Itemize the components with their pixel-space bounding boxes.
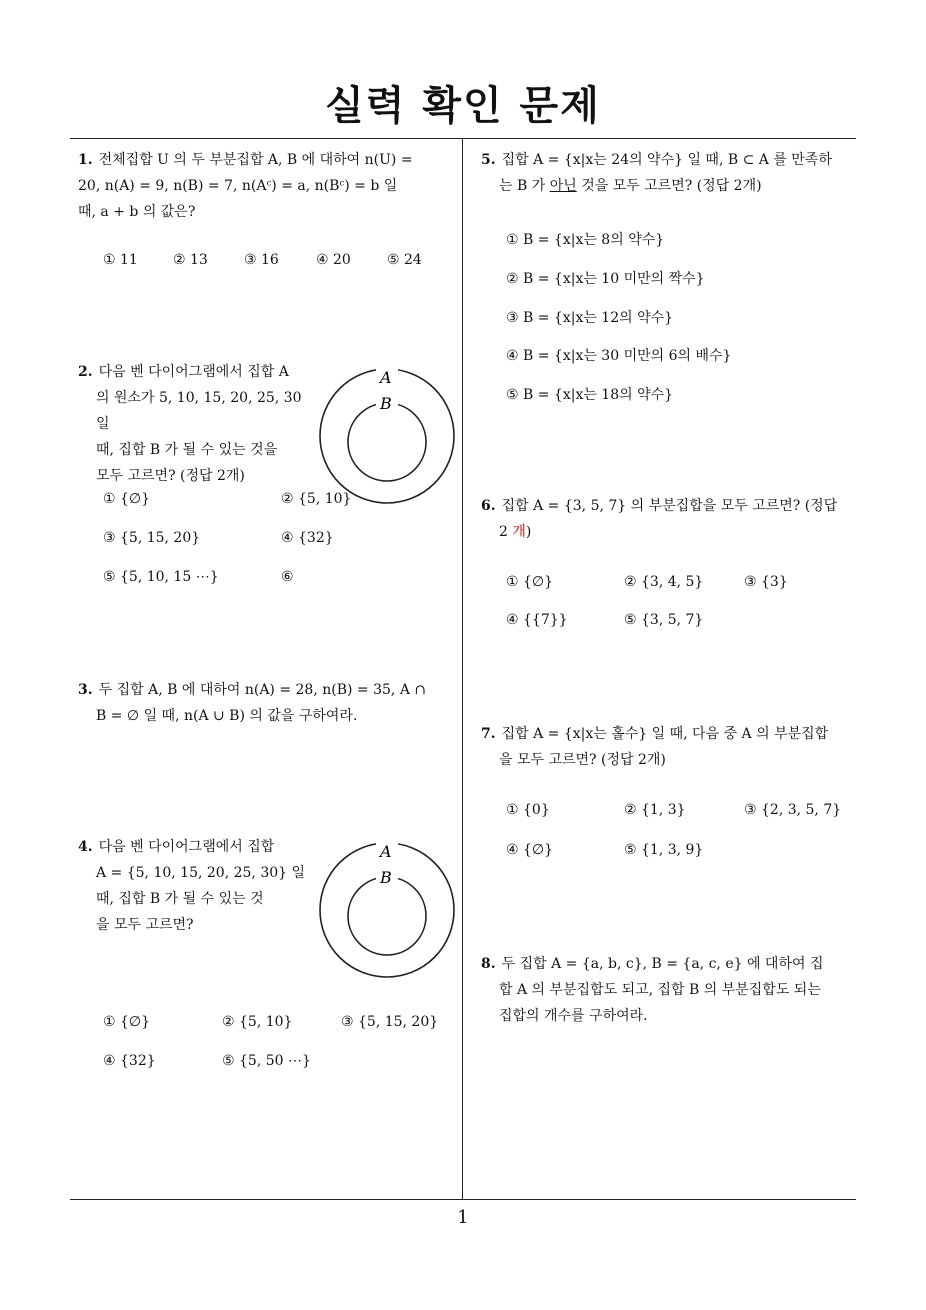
question-text: 두 집합 A = {a, b, c}, B = {a, c, e} 에 대하여 집 bbox=[501, 956, 824, 972]
option-5[interactable]: ⑤ {3, 5, 7} bbox=[624, 612, 704, 628]
question-number: 6. bbox=[481, 498, 496, 514]
option-5[interactable]: ⑤ {5, 10, 15 ⋯} bbox=[103, 569, 219, 585]
question-text: 의 원소가 5, 10, 15, 20, 25, 30 일 bbox=[96, 390, 302, 432]
column-divider bbox=[462, 138, 463, 1200]
option-4[interactable]: ④ {∅} bbox=[506, 842, 554, 858]
option-5[interactable]: ⑤ 24 bbox=[387, 252, 422, 268]
question-number: 7. bbox=[481, 726, 496, 742]
option-2[interactable]: ② 13 bbox=[173, 252, 208, 268]
option-1[interactable]: ① {∅} bbox=[103, 1014, 151, 1030]
question-number: 3. bbox=[78, 682, 93, 698]
question-text: 다음 벤 다이어그램에서 집합 A bbox=[98, 364, 289, 380]
question-4 bbox=[78, 834, 318, 938]
question-number: 2. bbox=[78, 364, 93, 380]
bottom-rule bbox=[70, 1199, 856, 1200]
option-1[interactable]: ① {0} bbox=[506, 802, 550, 818]
set-b-circle bbox=[348, 877, 426, 955]
underlined-word: 아닌 bbox=[549, 178, 577, 194]
question-text: 모두 고르면? (정답 2개) bbox=[96, 468, 245, 484]
question-text: 집합의 개수를 구하여라. bbox=[499, 1008, 648, 1024]
option-3[interactable]: ③ {3} bbox=[744, 574, 788, 590]
question-text: 때, 집합 B 가 될 수 있는 것을 bbox=[96, 442, 278, 458]
question-text: 는 B 가 bbox=[499, 178, 550, 194]
option-2[interactable]: ② {1, 3} bbox=[624, 802, 686, 818]
set-a-circle bbox=[320, 369, 454, 503]
set-b-circle bbox=[348, 403, 426, 481]
question-text: 합 A 의 부분집합도 되고, 집합 B 의 부분집합도 되는 bbox=[499, 982, 821, 998]
option-1[interactable]: ① {∅} bbox=[506, 574, 554, 590]
question-6 bbox=[481, 493, 861, 545]
option-3[interactable]: ③ 16 bbox=[244, 252, 279, 268]
question-text: A = {5, 10, 15, 20, 25, 30} 일 bbox=[96, 865, 306, 881]
option-4[interactable]: ④ {{7}} bbox=[506, 612, 568, 628]
option-2[interactable]: ② {3, 4, 5} bbox=[624, 574, 704, 590]
question-text: 두 집합 A, B 에 대하여 n(A) = 28, n(B) = 35, A ∩ bbox=[98, 682, 427, 698]
question-text: 집합 A = {3, 5, 7} 의 부분집합을 모두 고르면? (정답 bbox=[501, 498, 838, 514]
venn-diagram bbox=[318, 366, 458, 506]
set-b-label: B bbox=[380, 868, 392, 887]
question-number: 4. bbox=[78, 839, 93, 855]
question-text: 때, a + b 의 값은? bbox=[78, 204, 196, 220]
question-number: 5. bbox=[481, 152, 496, 168]
option-5[interactable]: ⑤ {1, 3, 9} bbox=[624, 842, 704, 858]
option-3[interactable]: ③ {5, 15, 20} bbox=[103, 530, 201, 546]
question-text: 20, n(A) = 9, n(B) = 7, n(Aᶜ) = a, n(Bᶜ) = b 일 bbox=[78, 178, 398, 194]
question-text: ) bbox=[525, 524, 532, 540]
option-4[interactable]: ④ {32} bbox=[103, 1053, 156, 1069]
option-3[interactable]: ③ B = {x|x는 12의 약수} bbox=[506, 310, 674, 326]
page-title: 실력 확인 문제 bbox=[325, 83, 601, 129]
page-number: 1 bbox=[457, 1207, 469, 1228]
option-4[interactable]: ④ 20 bbox=[316, 252, 351, 268]
set-b-label: B bbox=[380, 394, 392, 413]
option-5[interactable]: ⑤ B = {x|x는 18의 약수} bbox=[506, 387, 674, 403]
option-2[interactable]: ② {5, 10} bbox=[222, 1014, 293, 1030]
question-5 bbox=[481, 147, 861, 199]
question-text: 을 모두 고르면? (정답 2개) bbox=[499, 752, 666, 768]
question-1 bbox=[78, 147, 458, 225]
red-text: 개 bbox=[512, 524, 526, 540]
set-a-label: A bbox=[380, 368, 392, 387]
option-3[interactable]: ③ {2, 3, 5, 7} bbox=[744, 802, 842, 818]
option-2[interactable]: ② B = {x|x는 10 미만의 짝수} bbox=[506, 271, 705, 287]
set-a-label: A bbox=[380, 842, 392, 861]
option-1[interactable]: ① {∅} bbox=[103, 491, 151, 507]
question-3 bbox=[78, 677, 458, 729]
question-number: 8. bbox=[481, 956, 496, 972]
option-2[interactable]: ② {5, 10} bbox=[281, 491, 352, 507]
question-text: 을 모두 고르면? bbox=[96, 917, 194, 933]
question-text: 때, 집합 B 가 될 수 있는 것 bbox=[96, 891, 264, 907]
question-number: 1. bbox=[78, 152, 93, 168]
option-6[interactable]: ⑥ bbox=[281, 569, 294, 585]
question-text: 것을 모두 고르면? (정답 2개) bbox=[576, 178, 762, 194]
option-4[interactable]: ④ {32} bbox=[281, 530, 334, 546]
question-text: 2 bbox=[499, 524, 513, 540]
venn-diagram bbox=[318, 840, 458, 980]
question-text: 집합 A = {x|x는 24의 약수} 일 때, B ⊂ A 를 만족하 bbox=[501, 152, 832, 168]
question-8 bbox=[481, 951, 861, 1029]
top-rule bbox=[70, 138, 856, 139]
question-text: 다음 벤 다이어그램에서 집합 bbox=[98, 839, 275, 855]
question-text: B = ∅ 일 때, n(A ∪ B) 의 값을 구하여라. bbox=[96, 708, 358, 724]
question-text: 전체집합 U 의 두 부분집합 A, B 에 대하여 n(U) = bbox=[98, 152, 413, 168]
question-text: 집합 A = {x|x는 홀수} 일 때, 다음 중 A 의 부분집합 bbox=[501, 726, 829, 742]
question-7 bbox=[481, 721, 861, 773]
option-1[interactable]: ① 11 bbox=[103, 252, 138, 268]
option-5[interactable]: ⑤ {5, 50 ⋯} bbox=[222, 1053, 311, 1069]
option-3[interactable]: ③ {5, 15, 20} bbox=[341, 1014, 439, 1030]
set-a-circle bbox=[320, 843, 454, 977]
option-1[interactable]: ① B = {x|x는 8의 약수} bbox=[506, 232, 665, 248]
option-4[interactable]: ④ B = {x|x는 30 미만의 6의 배수} bbox=[506, 348, 732, 364]
question-2 bbox=[78, 359, 318, 489]
